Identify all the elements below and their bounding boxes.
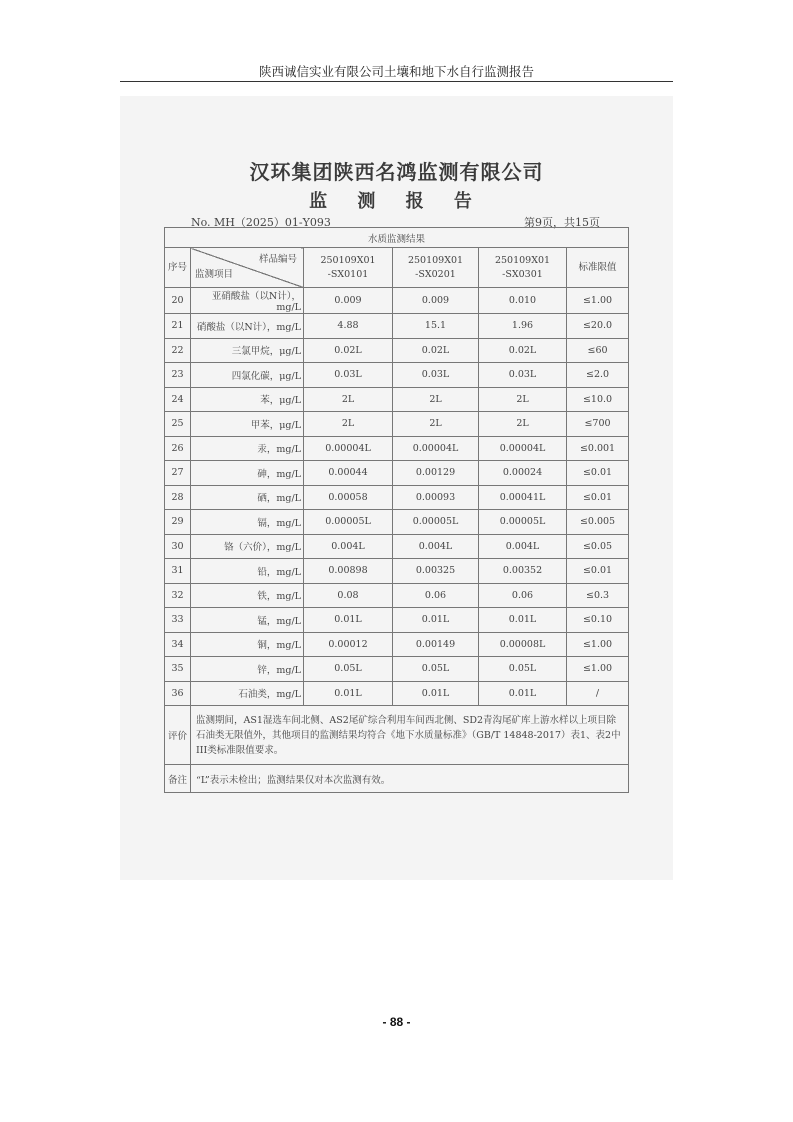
- table-row: [165, 583, 629, 608]
- table-body: [165, 288, 629, 706]
- row-sample-3: 0.00024: [479, 461, 567, 486]
- header-seq: 序号: [165, 248, 191, 288]
- water-quality-table: [164, 227, 629, 793]
- row-item: 亚硝酸盐（以N计），mg/L: [191, 288, 304, 314]
- row-sample-1: 2L: [304, 387, 393, 412]
- remark-text: “L”表示未检出；监测结果仅对本次监测有效。: [191, 765, 629, 793]
- row-number: 20: [165, 288, 191, 314]
- table-row: [165, 608, 629, 633]
- row-number: 29: [165, 510, 191, 535]
- row-limit: ≤1.00: [567, 288, 629, 314]
- row-item: 铜，mg/L: [191, 632, 304, 657]
- header-sample-3: 250109X01 -SX0301: [479, 248, 567, 288]
- header-limit: 标准限值: [567, 248, 629, 288]
- row-sample-2: 0.02L: [393, 338, 479, 363]
- row-item: 苯，μg/L: [191, 387, 304, 412]
- row-limit: ≤1.00: [567, 632, 629, 657]
- row-item: 锌，mg/L: [191, 657, 304, 682]
- row-sample-2: 0.00004L: [393, 436, 479, 461]
- row-item: 砷，mg/L: [191, 461, 304, 486]
- header-diagonal-cell: [191, 248, 304, 288]
- row-sample-2: 0.03L: [393, 363, 479, 388]
- row-limit: ≤2.0: [567, 363, 629, 388]
- table-row: [165, 534, 629, 559]
- evaluation-text: 监测期间，AS1湿选车间北侧、AS2尾矿综合利用车间西北侧、SD2青沟尾矿库上游水样以上项目除石油类无限值外，其他项目的监测结果均符合《地下水质量标准》（GB/T 14848-2017）表1、表2中III类标准限值要求。: [191, 706, 629, 765]
- row-sample-1: 0.01L: [304, 681, 393, 706]
- row-number: 36: [165, 681, 191, 706]
- table-row: [165, 657, 629, 682]
- row-sample-1: 0.00044: [304, 461, 393, 486]
- header-sample-no: 样品编号: [258, 254, 297, 265]
- company-name: 汉环集团陕西名鸿监测有限公司: [249, 160, 544, 184]
- row-sample-2: 0.05L: [393, 657, 479, 682]
- row-sample-3: 0.01L: [479, 681, 567, 706]
- row-number: 30: [165, 534, 191, 559]
- row-limit: ≤0.05: [567, 534, 629, 559]
- row-sample-1: 0.01L: [304, 608, 393, 633]
- header-rule: [120, 81, 673, 82]
- table-row: [165, 510, 629, 535]
- row-sample-2: 0.009: [393, 288, 479, 314]
- row-sample-1: 2L: [304, 412, 393, 437]
- header-item: 监测项目: [195, 269, 234, 280]
- row-limit: ≤10.0: [567, 387, 629, 412]
- row-item: 硒，mg/L: [191, 485, 304, 510]
- row-limit: ≤0.01: [567, 485, 629, 510]
- row-sample-3: 0.004L: [479, 534, 567, 559]
- row-limit: ≤0.10: [567, 608, 629, 633]
- row-limit: ≤0.3: [567, 583, 629, 608]
- page-number: - 88 -: [382, 1015, 411, 1029]
- row-sample-2: 0.00005L: [393, 510, 479, 535]
- row-sample-1: 0.00058: [304, 485, 393, 510]
- row-sample-2: 0.00325: [393, 559, 479, 584]
- row-sample-3: 0.05L: [479, 657, 567, 682]
- row-number: 33: [165, 608, 191, 633]
- row-item: 镉，mg/L: [191, 510, 304, 535]
- row-sample-2: 0.06: [393, 583, 479, 608]
- row-limit: ≤0.01: [567, 461, 629, 486]
- row-number: 28: [165, 485, 191, 510]
- row-limit: ≤0.005: [567, 510, 629, 535]
- report-number: No. MH（2025）01-Y093: [191, 216, 331, 229]
- row-sample-1: 0.009: [304, 288, 393, 314]
- row-item: 硝酸盐（以N计），mg/L: [191, 314, 304, 339]
- row-sample-3: 0.03L: [479, 363, 567, 388]
- row-sample-2: 0.00129: [393, 461, 479, 486]
- row-sample-2: 15.1: [393, 314, 479, 339]
- row-sample-2: 0.00149: [393, 632, 479, 657]
- row-sample-3: 0.00008L: [479, 632, 567, 657]
- row-sample-2: 0.01L: [393, 608, 479, 633]
- table-row: [165, 314, 629, 339]
- row-number: 35: [165, 657, 191, 682]
- header-sample-2: 250109X01 -SX0201: [393, 248, 479, 288]
- remark-label: 备注: [165, 765, 191, 793]
- row-number: 22: [165, 338, 191, 363]
- table-row: [165, 412, 629, 437]
- row-limit: ≤700: [567, 412, 629, 437]
- table-caption: 水质监测结果: [165, 228, 629, 248]
- row-number: 31: [165, 559, 191, 584]
- row-item: 四氯化碳，μg/L: [191, 363, 304, 388]
- row-number: 25: [165, 412, 191, 437]
- row-number: 27: [165, 461, 191, 486]
- row-limit: ≤0.01: [567, 559, 629, 584]
- table-row: [165, 485, 629, 510]
- row-limit: ≤60: [567, 338, 629, 363]
- row-number: 26: [165, 436, 191, 461]
- row-sample-3: 2L: [479, 387, 567, 412]
- header-sample-1: 250109X01 -SX0101: [304, 248, 393, 288]
- table-row: [165, 338, 629, 363]
- row-sample-1: 0.05L: [304, 657, 393, 682]
- table-row: [165, 632, 629, 657]
- row-item: 锰，mg/L: [191, 608, 304, 633]
- row-sample-1: 0.02L: [304, 338, 393, 363]
- report-title: 监 测 报 告: [309, 191, 484, 212]
- table-row: [165, 461, 629, 486]
- row-sample-3: 0.00004L: [479, 436, 567, 461]
- row-sample-2: 2L: [393, 387, 479, 412]
- row-sample-3: 1.96: [479, 314, 567, 339]
- row-item: 铅，mg/L: [191, 559, 304, 584]
- row-number: 34: [165, 632, 191, 657]
- row-limit: ≤20.0: [567, 314, 629, 339]
- row-sample-2: 2L: [393, 412, 479, 437]
- row-limit: /: [567, 681, 629, 706]
- row-item: 甲苯，μg/L: [191, 412, 304, 437]
- table-row: [165, 436, 629, 461]
- row-item: 铁，mg/L: [191, 583, 304, 608]
- row-sample-1: 0.00005L: [304, 510, 393, 535]
- row-sample-1: 0.08: [304, 583, 393, 608]
- row-number: 21: [165, 314, 191, 339]
- row-sample-3: 0.00041L: [479, 485, 567, 510]
- row-sample-3: 2L: [479, 412, 567, 437]
- table-row: [165, 559, 629, 584]
- row-number: 32: [165, 583, 191, 608]
- row-number: 23: [165, 363, 191, 388]
- row-number: 24: [165, 387, 191, 412]
- table-row: [165, 288, 629, 314]
- row-item: 汞，mg/L: [191, 436, 304, 461]
- scanned-report-page: [120, 96, 673, 880]
- row-sample-3: 0.02L: [479, 338, 567, 363]
- row-sample-1: 0.00004L: [304, 436, 393, 461]
- row-sample-2: 0.00093: [393, 485, 479, 510]
- row-sample-1: 0.00012: [304, 632, 393, 657]
- row-sample-1: 0.00898: [304, 559, 393, 584]
- row-sample-1: 4.88: [304, 314, 393, 339]
- row-sample-2: 0.01L: [393, 681, 479, 706]
- row-item: 石油类，mg/L: [191, 681, 304, 706]
- row-item: 铬（六价），mg/L: [191, 534, 304, 559]
- table-row: [165, 681, 629, 706]
- row-sample-3: 0.00352: [479, 559, 567, 584]
- row-limit: ≤1.00: [567, 657, 629, 682]
- row-item: 三氯甲烷，μg/L: [191, 338, 304, 363]
- row-sample-3: 0.06: [479, 583, 567, 608]
- row-sample-2: 0.004L: [393, 534, 479, 559]
- row-sample-3: 0.01L: [479, 608, 567, 633]
- row-limit: ≤0.001: [567, 436, 629, 461]
- table-row: [165, 363, 629, 388]
- report-page-info: 第9页，共15页: [524, 216, 600, 229]
- row-sample-1: 0.03L: [304, 363, 393, 388]
- page-header: 陕西诚信实业有限公司土壤和地下水自行监测报告: [258, 64, 534, 79]
- row-sample-1: 0.004L: [304, 534, 393, 559]
- table-row: [165, 387, 629, 412]
- evaluation-label: 评价: [165, 706, 191, 765]
- row-sample-3: 0.00005L: [479, 510, 567, 535]
- row-sample-3: 0.010: [479, 288, 567, 314]
